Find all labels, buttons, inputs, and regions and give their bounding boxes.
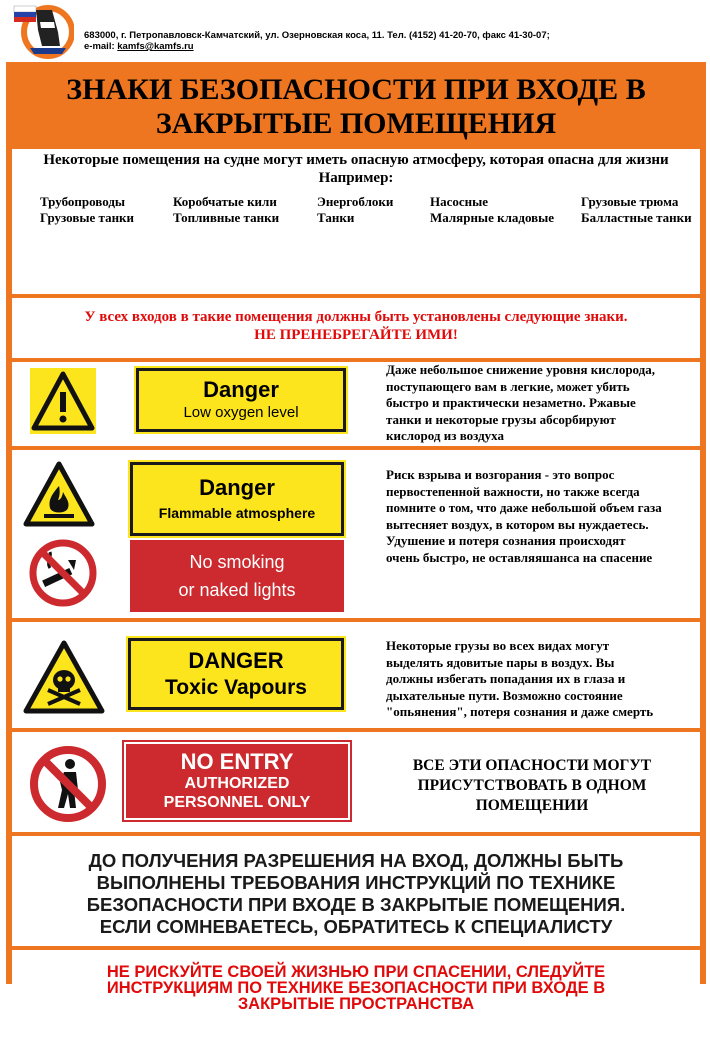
place-item: Трубопроводы bbox=[40, 194, 126, 209]
desc-line: поступающего вам в легкие, может убить bbox=[386, 378, 630, 394]
sign-subtitle: Toxic Vapours bbox=[165, 676, 307, 699]
desc-line: вытесняет воздух, в котором вы нуждаетесь. bbox=[386, 516, 649, 532]
email-label: e-mail: bbox=[84, 41, 115, 52]
sign-toxic bbox=[128, 638, 344, 710]
intro-panel bbox=[12, 149, 700, 294]
req-line: ЕСЛИ СОМНЕВАЕТЕСЬ, ОБРАТИТЕСЬ К СПЕЦИАЛИСТУ bbox=[99, 916, 613, 937]
place-item: Танки bbox=[317, 210, 355, 225]
sign-line-2: AUTHORIZED bbox=[184, 775, 290, 792]
toxic-skull-icon bbox=[22, 638, 106, 718]
final-line: НЕ РИСКУЙТЕ СВОЕЙ ЖИЗНЬЮ ПРИ СПАСЕНИИ, СЛЕДУЙТЕ bbox=[106, 963, 606, 981]
no-smoking-icon bbox=[28, 538, 98, 608]
place-item: Грузовые танки bbox=[40, 210, 135, 225]
note-line: ПРИСУТСТВОВАТЬ В ОДНОМ bbox=[417, 777, 647, 794]
desc-line: первостепенной важности, но также всегда bbox=[386, 483, 640, 499]
desc-line: дыхательные пути. Возможно состояние bbox=[386, 687, 623, 703]
page-header bbox=[0, 0, 710, 62]
place-item: Малярные кладовые bbox=[430, 210, 555, 225]
sign-subtitle: Low oxygen level bbox=[183, 404, 299, 421]
place-item: Коробчатые кили bbox=[173, 194, 277, 209]
signs-warning-panel bbox=[12, 298, 700, 358]
note-line: ПОМЕЩЕНИИ bbox=[475, 797, 589, 814]
place-item: Грузовые трюма bbox=[581, 194, 679, 209]
poster-frame bbox=[6, 62, 706, 1013]
desc-line: очень быстро, не оставляяшанса на спасение bbox=[386, 549, 653, 565]
all-hazards-note bbox=[382, 756, 682, 816]
title-line-1: ЗНАКИ БЕЗОПАСНОСТИ ПРИ ВХОДЕ В bbox=[66, 73, 646, 106]
requirements-panel bbox=[12, 836, 700, 946]
req-line: ВЫПОЛНЕНЫ ТРЕБОВАНИЯ ИНСТРУКЦИЙ ПО ТЕХНИКЕ bbox=[96, 872, 616, 893]
sign-line-1: NO ENTRY bbox=[180, 749, 294, 774]
contact-info bbox=[84, 30, 550, 52]
poster-title bbox=[16, 68, 696, 146]
sign-no-smoking bbox=[130, 540, 344, 612]
intro-line-1: Некоторые помещения на судне могут иметь опасную атмосферу, которая опасна для жизни bbox=[43, 152, 669, 168]
desc-line: Некоторые грузы во всех видах могут bbox=[386, 638, 610, 653]
place-item: Балластные танки bbox=[581, 210, 692, 225]
desc-line: Даже небольшое снижение уровня кислорода, bbox=[386, 362, 656, 377]
final-warning-text bbox=[12, 964, 700, 1012]
flammable-fire-icon bbox=[22, 458, 96, 532]
desc-line: выделять ядовитые пары в воздух. Вы bbox=[386, 654, 615, 670]
title-line-2: ЗАКРЫТЫЕ ПОМЕЩЕНИЯ bbox=[155, 107, 557, 140]
no-entry-person-icon bbox=[28, 744, 108, 824]
email-line bbox=[84, 41, 550, 52]
sign-flammable bbox=[130, 462, 344, 536]
desc-line: должны избегать попадания их в глаза и bbox=[386, 671, 626, 686]
desc-line: помните о том, что даже небольшой объем газа bbox=[386, 500, 662, 515]
sign-title: Danger bbox=[199, 475, 275, 500]
email-link[interactable]: kamfs@kamfs.ru bbox=[117, 41, 194, 52]
warning-line-2: НЕ ПРЕНЕБРЕГАЙТЕ ИМИ! bbox=[254, 327, 458, 343]
desc-line: Риск взрыва и возгорания - это вопрос bbox=[386, 467, 615, 482]
warning-exclamation-icon bbox=[30, 368, 96, 434]
sign-line-1: No smoking bbox=[189, 552, 285, 572]
final-line: ЗАКРЫТЫЕ ПРОСТРАНСТВА bbox=[237, 995, 475, 1013]
intro-line-2: Например: bbox=[318, 170, 394, 186]
desc-line: кислород из воздуха bbox=[386, 428, 505, 443]
section-no-entry bbox=[12, 732, 700, 832]
oxygen-description bbox=[386, 362, 694, 445]
sign-subtitle: Flammable atmosphere bbox=[158, 505, 316, 521]
section-low-oxygen bbox=[12, 362, 700, 446]
desc-line: "опьянения", потеря сознания и даже смерть bbox=[386, 704, 654, 719]
desc-line: быстро и практически незаметно. Ржавые bbox=[386, 395, 636, 410]
req-line: БЕЗОПАСНОСТИ ПРИ ВХОДЕ В ЗАКРЫТЫЕ ПОМЕЩЕНИЯ. bbox=[86, 894, 626, 915]
desc-line: Удушение и потеря сознания происходят bbox=[386, 533, 626, 548]
place-item: Энергоблоки bbox=[317, 194, 394, 209]
requirements-text bbox=[12, 850, 700, 938]
place-item: Насосные bbox=[430, 194, 489, 209]
sign-title: DANGER bbox=[188, 648, 284, 673]
address-line: 683000, г. Петропавловск-Камчатский, ул. Озерновская коса, 11. Тел. (4152) 41-20-70, факс 41-30-07; bbox=[84, 30, 550, 41]
company-ship-logo-icon bbox=[8, 2, 74, 60]
sign-line-2: or naked lights bbox=[178, 580, 296, 600]
section-flammable bbox=[12, 450, 700, 618]
flammable-description bbox=[386, 467, 694, 566]
toxic-description bbox=[386, 638, 694, 721]
place-item: Топливные танки bbox=[173, 210, 280, 225]
final-line: ИНСТРУКЦИЯМ ПО ТЕХНИКЕ БЕЗОПАСНОСТИ ПРИ ВХОДЕ В bbox=[106, 979, 606, 997]
sign-line-3: PERSONNEL ONLY bbox=[163, 794, 311, 811]
warning-line-1: У всех входов в такие помещения должны быть установлены следующие знаки. bbox=[84, 309, 628, 325]
final-warning-panel bbox=[12, 950, 700, 1040]
sign-no-entry bbox=[124, 742, 350, 820]
sign-title: Danger bbox=[203, 377, 279, 402]
note-line: ВСЕ ЭТИ ОПАСНОСТИ МОГУТ bbox=[412, 757, 652, 774]
req-line: ДО ПОЛУЧЕНИЯ РАЗРЕШЕНИЯ НА ВХОД, ДОЛЖНЫ БЫТЬ bbox=[88, 850, 624, 871]
section-toxic bbox=[12, 622, 700, 728]
desc-line: танки и некоторые грузы абсорбируют bbox=[386, 411, 616, 427]
sign-low-oxygen bbox=[136, 368, 346, 432]
